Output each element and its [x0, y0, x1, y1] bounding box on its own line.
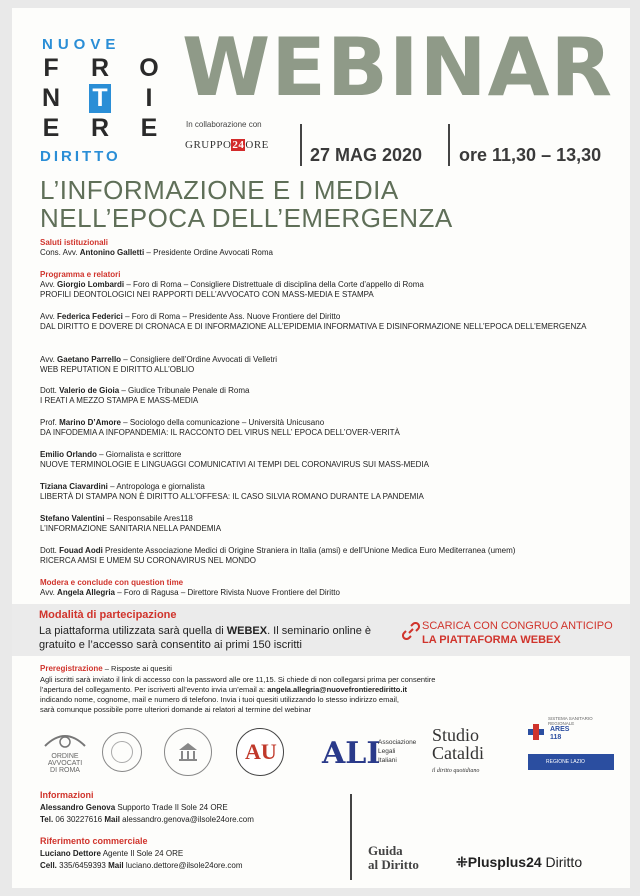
speaker-title: Avv. [40, 312, 58, 321]
contact-tel[interactable]: 335/6459393 [56, 861, 109, 870]
logo-bottom-word: DIRITTO [40, 148, 121, 165]
speaker-title: Avv. [40, 280, 58, 289]
building-seal-icon [164, 728, 212, 776]
banner-body [39, 624, 399, 652]
saluti-name: Antonino Galletti [79, 248, 145, 257]
plusplus24-logo [456, 854, 582, 871]
speaker-item [40, 482, 600, 502]
ali-text [378, 738, 416, 765]
moderator-role: – Foro di Ragusa – Direttore Rivista Nuove Frontiere del Diritto [115, 588, 340, 597]
guida-line: al Diritto [368, 857, 419, 872]
collab-label: In collaborazione con [186, 120, 262, 129]
webinar-title: WEBINAR [182, 21, 614, 114]
registration-line: l’apertura del collegamento. Per iscriverti all’evento invia un’email a: [40, 685, 268, 694]
logo-top-word: NUOVE [42, 36, 121, 53]
registration-email[interactable]: angela.allegria@nuovefrontierediritto.it [267, 685, 408, 694]
logo-letter: N [41, 84, 61, 112]
logo-letter: I [145, 84, 153, 112]
regione-lazio-badge: REGIONE LAZIO [528, 754, 614, 770]
speaker-topic: RICERCA AMSI E UMEM SU CORONAVIRUS NEL MONDO [40, 556, 257, 565]
contact2 [40, 848, 243, 872]
plus-icon: ⁜ [456, 854, 468, 870]
registration-line: Agli iscritti sarà inviato il link di accesso con la password alle ore 11,15. Si chiede di non collegarsi prima per consentire [40, 675, 436, 684]
speaker-name: Giorgio Lombardi [57, 280, 125, 289]
mail-label: Mail [108, 861, 124, 870]
ares-top-text: SISTEMA SANITARIO REGIONALE [548, 716, 593, 726]
ali-logo: ALI [322, 736, 381, 771]
logo-row-2 [40, 84, 160, 113]
speaker-name: Valerio de Gioia [59, 386, 120, 395]
speaker-role: – Antropologa e giornalista [107, 482, 205, 491]
logo-letter: F [43, 54, 59, 82]
banner-body-webex: WEBEX [226, 625, 268, 637]
tel-label: Tel. [40, 815, 54, 824]
speaker-topic: NUOVE TERMINOLOGIE E LINGUAGGI COMUNICATIVI AI TEMPI DEL CORONAVIRUS SUI MASS-MEDIA [40, 460, 429, 469]
ordine-text: AVVOCATI [47, 760, 83, 767]
registration-label: Preregistrazione [40, 664, 103, 673]
studio-sub: il diritto quotidiano [432, 768, 480, 774]
moderator-label: Modera e conclude con question time [40, 578, 184, 587]
logo-letter: O [139, 54, 159, 82]
association-seal-icon [102, 732, 142, 772]
ares-num: 118 [550, 734, 562, 741]
guida-al-diritto-logo [368, 844, 419, 872]
header-divider [448, 124, 450, 166]
plus-brand: Plusplus24 [467, 854, 542, 870]
participation-banner [12, 604, 630, 656]
tel-label: Cell. [40, 861, 57, 870]
gruppo24ore-logo [185, 139, 269, 151]
contact-role: Supporto Trade Il Sole 24 ORE [115, 803, 228, 812]
registration-line: indicando nome, cognome, mail e numero di telefono. Invia i tuoi quesiti utilizzando lo stesso indirizzo email, [40, 695, 399, 704]
header-divider [300, 124, 302, 166]
au-text: AU [245, 739, 277, 764]
speaker-topic: DA INFODEMIA A INFOPANDEMIA: IL RACCONTO DEL VIRUS NELL’ EPOCA DELL’OVER-VERITÀ [40, 428, 400, 437]
speaker-name: Gaetano Parrello [57, 355, 122, 364]
contact1 [40, 802, 254, 826]
saluti-line [40, 248, 273, 258]
contact-mail[interactable]: luciano.dettore@ilsole24ore.com [123, 861, 243, 870]
ordine-avvocati-logo [40, 730, 90, 776]
speaker-item [40, 418, 600, 438]
contact-tel[interactable]: 06 30227616 [53, 815, 105, 824]
red-cross-icon [528, 724, 544, 740]
registration-sub: – Risposte ai quesiti [102, 664, 172, 673]
mail-label: Mail [104, 815, 120, 824]
speaker-name: Tiziana Ciavardini [40, 482, 108, 491]
speaker-role: – Consigliere dell’Ordine Avvocati di Velletri [121, 355, 278, 364]
info-label-2: Riferimento commerciale [40, 836, 148, 846]
flyer-page [12, 8, 630, 888]
speaker-name: Federica Federici [57, 312, 123, 321]
gruppo-ore: ORE [245, 139, 269, 151]
speaker-name: Marino D’Amore [59, 418, 121, 427]
speaker-topic: L’INFORMAZIONE SANITARIA NELLA PANDEMIA [40, 524, 222, 533]
speaker-item [40, 312, 600, 332]
link-icon [402, 622, 420, 645]
gruppo-text: GRUPPO [185, 139, 232, 151]
info-label: Informazioni [40, 790, 94, 800]
registration-line: sarà comunque possibile porre ulteriori domande ai relatori al termine del webinar [40, 705, 311, 714]
banner-title: Modalità di partecipazione [39, 609, 177, 621]
ali-line: Italiani [378, 757, 397, 764]
registration-body [40, 675, 610, 715]
logo-letter: E [42, 114, 60, 142]
cta-line2[interactable]: LA PIATTAFORMA WEBEX [422, 634, 561, 646]
speaker-title: Prof. [40, 418, 60, 427]
speaker-role: – Giornalista e scrittore [96, 450, 182, 459]
speaker-item [40, 355, 600, 375]
speaker-item [40, 450, 600, 470]
speaker-topic: LIBERTÀ DI STAMPA NON È DIRITTO ALL’OFFESA: IL CASO SILVIA ROMANO DURANTE LA PANDEMIA [40, 492, 424, 501]
speaker-item [40, 514, 600, 534]
main-title-line1: L’INFORMAZIONE E I MEDIA [40, 175, 399, 205]
speaker-item [40, 546, 610, 566]
speaker-topic: WEB REPUTATION E DIRITTO ALL’OBLIO [40, 365, 195, 374]
contact-name: Luciano Dettore [40, 849, 101, 858]
speaker-role: – Foro di Roma – Presidente Ass. Nuove Frontiere del Diritto [122, 312, 341, 321]
speaker-role: Presidente Associazione Medici di Origine Straniera in Italia (amsi) e dell’Unione Medica Euro Mediterranea (umem) [102, 546, 516, 555]
footer-divider [350, 794, 352, 880]
cta-line1[interactable]: SCARICA CON CONGRUO ANTICIPO [422, 620, 613, 632]
gruppo-num: 24 [232, 139, 245, 151]
contact-name: Alessandro Genova [40, 803, 116, 812]
ali-line: Legali [378, 748, 396, 755]
saluti-pre: Cons. Avv. [40, 248, 80, 257]
speaker-title: Dott. [40, 386, 60, 395]
contact-mail[interactable]: alessandro.genova@ilsole24ore.com [119, 815, 254, 824]
plus-suffix: Diritto [541, 854, 583, 870]
logo-letter: R [90, 114, 110, 142]
speaker-name: Emilio Orlando [40, 450, 97, 459]
studio-cataldi-logo [432, 726, 484, 780]
contact-role: Agente Il Sole 24 ORE [100, 849, 184, 858]
saluti-label: Saluti istituzionali [40, 238, 109, 247]
main-title-line2: NELL’EPOCA DELL’EMERGENZA [40, 203, 453, 233]
event-date: 27 MAG 2020 [310, 145, 423, 165]
speaker-topic: PROFILI DEONTOLOGICI NEI RAPPORTI DELL’AVVOCATO CON MASS-MEDIA E STAMPA [40, 290, 374, 299]
moderator-title: Avv. [40, 588, 58, 597]
guida-line: Guida [368, 843, 403, 858]
speaker-name: Fouad Aodi [59, 546, 103, 555]
speaker-topic: DAL DIRITTO E DOVERE DI CRONACA E DI INFORMAZIONE ALL’EPIDEMIA INFORMATIVA E DISINFORMAZIONE NELL’EPOCA DELL’EMERGENZA [40, 322, 587, 331]
speaker-title: Avv. [40, 355, 58, 364]
speaker-role: – Giudice Tribunale Penale di Roma [119, 386, 250, 395]
ali-line: Associazione [378, 739, 417, 746]
banner-body-post: . Il seminario online è gratuito e l’accesso sarà consentito ai primi 150 iscritti [39, 625, 372, 651]
speaker-title: Dott. [40, 546, 60, 555]
logo-row-3 [40, 114, 160, 143]
speaker-role: – Foro di Roma – Consigliere Distrettuale di disciplina della Corte d’appello di Roma [124, 280, 424, 289]
speaker-name: Stefano Valentini [40, 514, 105, 523]
saluti-role: – Presidente Ordine Avvocati Roma [144, 248, 273, 257]
logo-letter: E [140, 114, 158, 142]
ares-name: ARES [550, 726, 570, 733]
speaker-item [40, 280, 600, 300]
ordine-text: DI ROMA [50, 767, 80, 774]
au-logo [236, 728, 284, 776]
speaker-item [40, 386, 600, 406]
logo-letter: R [90, 54, 110, 82]
ares-logo [528, 716, 618, 776]
banner-body-pre: La piattaforma utilizzata sarà quella di [39, 625, 227, 637]
registration-heading [40, 664, 172, 674]
speaker-topic: I REATI A MEZZO STAMPA E MASS-MEDIA [40, 396, 199, 405]
moderator-name: Angela Allegria [57, 588, 115, 597]
logo-row-1 [40, 54, 160, 83]
event-time: ore 11,30 – 13,30 [459, 145, 602, 165]
studio-line: Cataldi [432, 743, 484, 763]
speaker-role: – Responsabile Ares118 [104, 514, 193, 523]
ordine-emblem-icon [40, 730, 90, 748]
moderator-line [40, 588, 340, 598]
relatori-label: Programma e relatori [40, 270, 121, 279]
studio-line: Studio [432, 725, 480, 745]
ordine-text: ORDINE [51, 753, 79, 760]
speaker-role: – Sociologo della comunicazione – Università Unicusano [120, 418, 325, 427]
logo-letter-highlight: T [89, 84, 111, 113]
